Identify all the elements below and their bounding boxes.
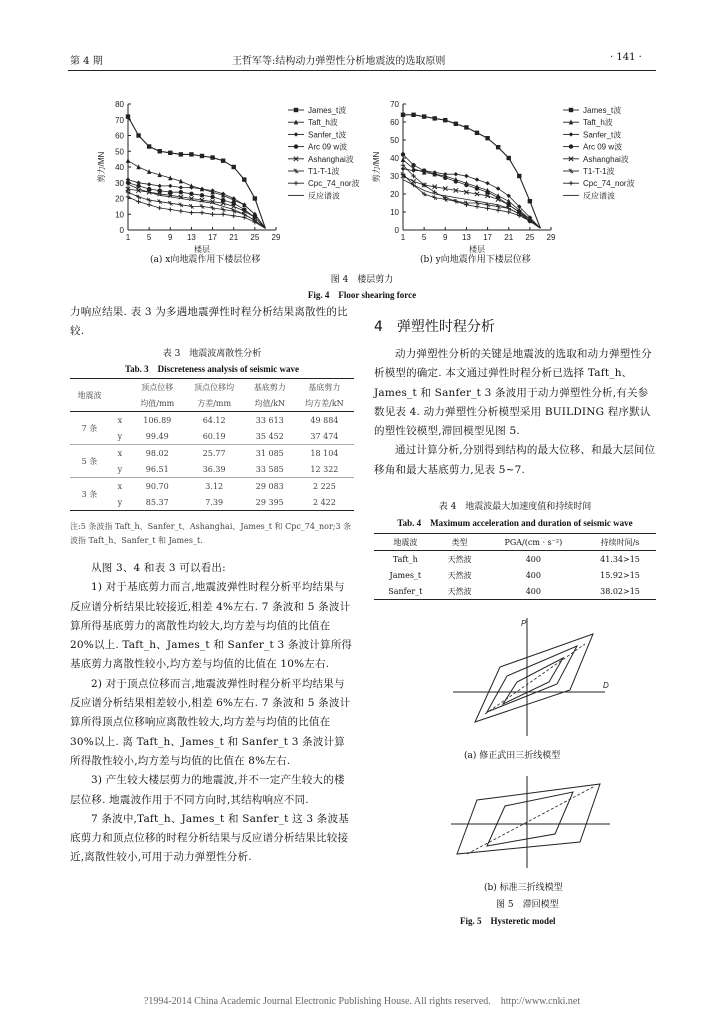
- para: 1) 对于基底剪力而言,地震波弹性时程分析平均结果与反应谱分析结果比较接近,相差 4%左右. 7 条波和 5 条波计算所得基底剪力的离散性均较大,均方差与均值的比值在 20%以上. Taft_h、James_t 和 Sanfer_t 3 条波计算所得基底剪力离散性较小,均方差与均值的比值在 10%左右.: [70, 581, 353, 671]
- data-point: [507, 156, 511, 160]
- x-tick-label: 13: [461, 233, 471, 242]
- data-point: [433, 172, 437, 176]
- data-point: [294, 169, 298, 173]
- x-tick-label: 21: [504, 233, 514, 242]
- legend-entry: Taft_h波: [308, 118, 338, 128]
- dir: y: [117, 464, 123, 474]
- fig4b-caption: (b) y向地震作用下楼层位移: [420, 255, 531, 265]
- data-point: [210, 195, 214, 199]
- cell: 天然波: [447, 570, 472, 580]
- y-tick-label: 0: [119, 226, 124, 235]
- data-point: [401, 152, 405, 156]
- data-point: [232, 165, 236, 169]
- x-tick-label: 9: [443, 233, 448, 242]
- y-tick-label: 40: [390, 154, 399, 163]
- data-point: [569, 144, 573, 148]
- x-tick-label: 29: [546, 233, 556, 242]
- th-disp-mean: 顶点位移: [141, 382, 174, 392]
- data-point: [569, 108, 573, 112]
- cell: 29 395: [255, 497, 284, 507]
- data-point: [411, 113, 415, 117]
- fig5b-diagram: [445, 772, 620, 872]
- cell: 64.12: [202, 415, 226, 425]
- data-point: [200, 204, 204, 208]
- table3: [70, 378, 354, 511]
- th-unit: 均值/kN: [254, 398, 286, 408]
- data-point: [168, 201, 172, 205]
- cell: 3.12: [205, 481, 224, 491]
- data-point: [569, 169, 573, 173]
- data-point: [253, 196, 257, 200]
- data-point: [147, 144, 151, 148]
- legend-entry: Sanfer_t波: [308, 130, 347, 140]
- dir: y: [117, 497, 123, 507]
- data-point: [158, 199, 162, 203]
- cell: 37 474: [310, 431, 339, 441]
- backbone-line: [467, 786, 595, 854]
- issue-number: 第 4 期: [70, 56, 103, 67]
- data-point: [126, 114, 130, 118]
- y-tick-label: 10: [390, 208, 399, 217]
- th: PGA/(cm · s⁻²): [504, 537, 563, 547]
- data-point: [464, 183, 468, 187]
- x-tick-label: 25: [525, 233, 535, 242]
- data-point: [454, 172, 458, 176]
- tab3-caption-en: Tab. 3 Discreteness analysis of seismic wave: [125, 364, 299, 374]
- data-point: [475, 186, 479, 190]
- table-row: [70, 445, 354, 462]
- data-point: [179, 209, 183, 213]
- series-line: [403, 174, 540, 228]
- th: 类型: [451, 537, 468, 547]
- data-point: [126, 158, 130, 163]
- legend-entry: Ashanghai波: [583, 154, 629, 164]
- y-axis-label: 剪力/MN: [97, 151, 106, 183]
- legend-entry: Arc 09 w波: [583, 142, 623, 152]
- y-tick-label: 60: [115, 131, 124, 141]
- y-tick-label: 70: [390, 100, 399, 109]
- para: 2) 对于顶点位移而言,地震波弹性时程分析平均结果与反应谱分析结果相差较小,相差 6%左右. 7 条波和 5 条波计算所得顶点位移响应离散性较大,均方差与均值的比值在 30%以上. 离 Taft_h、James_t 和 Sanfer_t 3 条波计算所得散性较小,均方差与均值的比值在 8%左右.: [70, 677, 351, 767]
- data-point: [136, 195, 140, 199]
- cell: 41.34>15: [600, 554, 640, 564]
- x-axis-label: 楼层: [469, 245, 485, 254]
- data-point: [189, 210, 193, 214]
- x-tick-label: 25: [250, 233, 260, 242]
- data-point: [242, 177, 246, 181]
- section-heading: 4 弹塑性时程分析: [374, 319, 495, 335]
- table-row: [70, 412, 354, 429]
- p-label: P: [521, 619, 527, 628]
- data-point: [158, 206, 162, 210]
- data-point: [136, 164, 140, 169]
- para: 3) 产生较大楼层剪力的地震波,并不一定产生较大的楼层位移. 地震波作用于不同方向时,其结构响应不同.: [70, 774, 345, 806]
- data-point: [433, 195, 437, 199]
- tab3-caption-cn: 表 3 地震波离散性分析: [162, 349, 262, 359]
- series-line: [128, 197, 265, 229]
- cell: 7.39: [205, 497, 224, 507]
- legend-entry: Ashanghai波: [308, 154, 354, 164]
- data-point: [200, 154, 204, 158]
- legend-entry: James_t波: [308, 106, 347, 115]
- y-tick-label: 10: [115, 210, 124, 220]
- data-point: [179, 152, 183, 156]
- x-tick-label: 17: [483, 233, 493, 242]
- x-tick-label: 1: [125, 233, 131, 242]
- y-tick-label: 80: [115, 100, 124, 109]
- data-point: [294, 132, 298, 136]
- th-unit: 均方差/kN: [305, 398, 344, 408]
- table-row: [374, 551, 656, 568]
- cell: 25.77: [202, 448, 226, 458]
- running-title: 王哲军等:结构动力弹塑性分析地震波的选取原则: [232, 56, 446, 67]
- cell: 400: [525, 570, 541, 580]
- data-point: [179, 203, 183, 207]
- x-tick-label: 5: [421, 233, 427, 242]
- table-row: [374, 583, 656, 600]
- data-point: [569, 181, 573, 185]
- data-point: [569, 132, 573, 136]
- loop-inner: [487, 792, 573, 846]
- legend-entry: Cpc_74_nor波: [583, 179, 635, 189]
- chart-a: [90, 94, 380, 266]
- tab4-caption-en: Tab. 4 Maximum acceleration and duration of seismic wave: [397, 518, 633, 528]
- y-tick-label: 0: [394, 226, 399, 235]
- th: 地震波: [393, 537, 418, 547]
- y-axis-label: 剪力/MN: [372, 151, 381, 183]
- cell: 98.02: [145, 448, 169, 458]
- page-number: · 141 ·: [610, 52, 642, 63]
- x-tick-label: 29: [271, 233, 281, 242]
- data-point: [168, 151, 172, 155]
- data-point: [528, 199, 532, 203]
- data-point: [189, 192, 193, 196]
- data-point: [136, 133, 140, 137]
- y-tick-label: 70: [115, 115, 124, 125]
- cell: 99.49: [145, 431, 169, 441]
- data-point: [158, 149, 162, 153]
- y-tick-label: 60: [390, 118, 399, 127]
- table-row: [374, 567, 656, 583]
- data-point: [179, 190, 183, 194]
- th-wave: 地震波: [70, 379, 109, 412]
- data-point: [443, 176, 447, 180]
- cell: 96.51: [145, 464, 169, 474]
- legend-entry: Taft_h波: [583, 118, 613, 128]
- th-shear-mean: 基底剪力: [253, 382, 286, 392]
- y-tick-label: 30: [115, 178, 124, 188]
- data-point: [189, 152, 193, 156]
- cell: 31 085: [255, 448, 284, 458]
- y-tick-label: 50: [390, 136, 399, 145]
- fig4-caption-en: Fig. 4 Floor shearing force: [307, 290, 417, 300]
- cell: 38.02>15: [600, 586, 640, 596]
- th-unit: 均值/mm: [140, 398, 175, 408]
- data-point: [294, 181, 298, 185]
- data-point: [475, 131, 479, 135]
- cell: Taft_h: [392, 554, 418, 564]
- th-disp-std: 顶点位移均: [194, 382, 235, 392]
- fig5a-caption: (a) 修正武田三折线模型: [464, 751, 561, 761]
- data-point: [221, 192, 225, 196]
- para: 动力弹塑性分析的关键是地震波的选取和动力弹塑性分析模型的确定. 本文通过弹性时程分析已选择 Taft_h、James_t 和 Sanfer_t 3 条波用于动力弹塑性分析,有关参数见表 4. 动力弹塑性分析模型采用 BUILDING 程序默认的塑性铰模型,滞回模型见图 5.: [374, 348, 652, 438]
- series-line: [403, 154, 540, 228]
- cell: 36.39: [202, 464, 226, 474]
- table-row: [70, 428, 354, 445]
- data-point: [168, 184, 172, 188]
- data-point: [411, 163, 415, 167]
- data-point: [464, 174, 468, 178]
- data-point: [221, 207, 225, 211]
- table-row: [70, 478, 354, 495]
- cell: 2 225: [312, 481, 336, 491]
- th-shear-std: 基底剪力: [308, 382, 341, 392]
- data-point: [136, 184, 140, 188]
- footer-copyright: ?1994-2014 China Academic Journal Electronic Publishing House. All rights reserved. http://www.cnki.net: [143, 996, 581, 1007]
- data-point: [158, 184, 162, 188]
- data-point: [168, 207, 172, 211]
- data-point: [147, 198, 151, 202]
- fig4a-caption: (a) x向地震作用下楼层位移: [150, 255, 261, 265]
- data-point: [221, 212, 225, 216]
- data-point: [433, 116, 437, 120]
- legend-entry: Cpc_74_nor波: [308, 179, 360, 189]
- cell: 15.92>15: [600, 570, 640, 580]
- cell: Sanfer_t: [388, 586, 423, 596]
- cell: 35 452: [255, 431, 284, 441]
- cell: 90.70: [145, 481, 169, 491]
- para: 7 条波中,Taft_h、James_t 和 Sanfer_t 这 3 条波基底剪力和顶点位移的时程分析结果与反应谱分析结果比较接近,离散性较小,可用于动力弹塑性分析.: [70, 812, 349, 864]
- y-tick-label: 40: [115, 163, 124, 172]
- data-point: [147, 169, 151, 174]
- y-tick-label: 50: [115, 147, 124, 157]
- data-point: [485, 136, 489, 140]
- chart-b: [365, 94, 655, 266]
- data-point: [294, 144, 298, 148]
- dir: x: [117, 481, 123, 491]
- data-point: [475, 177, 479, 181]
- x-tick-label: 17: [208, 233, 218, 242]
- data-point: [422, 168, 426, 172]
- legend-entry: T1-T-1波: [583, 167, 615, 176]
- cell: 60.19: [202, 431, 226, 441]
- tab4-caption-cn: 表 4 地震波最大加速度值和持续时间: [438, 502, 592, 512]
- d-label: D: [603, 681, 609, 690]
- y-tick-label: 20: [390, 190, 399, 199]
- fig5b-caption: (b) 标准三折线模型: [484, 883, 563, 893]
- data-point: [210, 188, 214, 192]
- x-tick-label: 21: [229, 233, 239, 242]
- data-point: [232, 214, 236, 218]
- legend-entry: T1-T-1波: [308, 167, 340, 176]
- data-point: [232, 196, 236, 200]
- table-row: [70, 494, 354, 511]
- data-point: [189, 185, 193, 189]
- data-point: [147, 182, 151, 186]
- y-tick-label: 30: [390, 172, 399, 181]
- para: 通过计算分析,分别得到结构的最大位移、和最大层间位移角和最大基底剪力,见表 5~7.: [374, 444, 656, 476]
- x-axis-label: 楼层: [194, 245, 210, 254]
- legend-entry: James_t波: [583, 106, 622, 115]
- fig4-caption-cn: 图 4 楼层剪力: [330, 275, 394, 285]
- cell: James_t: [389, 570, 422, 580]
- left-body: [70, 559, 354, 868]
- data-point: [210, 206, 214, 210]
- x-tick-label: 13: [186, 233, 196, 242]
- group-label: 7 条: [70, 412, 109, 445]
- data-point: [422, 192, 426, 196]
- table4: [374, 533, 656, 600]
- data-point: [189, 204, 193, 208]
- cell: 天然波: [447, 586, 472, 596]
- cell: 85.37: [145, 497, 169, 507]
- fig5-caption-cn: 图 5 滞回模型: [496, 900, 559, 910]
- data-point: [126, 181, 130, 185]
- group-label: 5 条: [70, 445, 109, 478]
- table-row: [70, 461, 354, 478]
- th-unit: 方差/mm: [197, 398, 232, 408]
- left-intro: 力响应结果. 表 3 为多遇地震弹性时程分析结果离散性的比较.: [70, 306, 348, 338]
- dir: y: [117, 431, 123, 441]
- data-point: [179, 185, 183, 189]
- para: 从图 3、4 和表 3 可以看出:: [91, 562, 226, 574]
- group-label: 3 条: [81, 489, 98, 499]
- cell: 400: [525, 554, 541, 564]
- cell: 18 104: [310, 448, 339, 458]
- legend-entry: 反应谱波: [583, 191, 615, 201]
- cell: 106.89: [143, 415, 172, 425]
- data-point: [485, 181, 489, 185]
- cell: 400: [525, 586, 541, 596]
- cell: 29 083: [255, 481, 284, 491]
- data-point: [517, 174, 521, 178]
- data-point: [454, 179, 458, 183]
- cell: 2 422: [312, 497, 336, 507]
- fig5-caption-en: Fig. 5 Hysteretic model: [460, 916, 556, 926]
- cell: 49 884: [310, 415, 339, 425]
- data-point: [147, 203, 151, 207]
- fig5a-diagram: [445, 612, 620, 740]
- data-point: [210, 155, 214, 159]
- table3-note: 注:5 条波指 Taft_h、Sanfer_t、Ashanghai、James_t 和 Cpc_74_nor;3 条波指 Taft_h、Sanfer_t 和 James_t.: [70, 522, 352, 545]
- dir: x: [117, 415, 123, 425]
- data-point: [200, 210, 204, 214]
- cell: 33 613: [255, 415, 284, 425]
- data-point: [136, 199, 140, 203]
- cell: 33 585: [255, 464, 284, 474]
- data-point: [422, 114, 426, 118]
- data-point: [221, 159, 225, 163]
- cell: 12 322: [310, 464, 339, 474]
- right-body: [374, 345, 656, 480]
- x-tick-label: 1: [400, 233, 406, 242]
- data-point: [294, 108, 298, 112]
- data-point: [443, 118, 447, 122]
- legend-entry: 反应谱波: [308, 191, 340, 201]
- cell: 天然波: [447, 554, 472, 564]
- data-point: [210, 212, 214, 216]
- header-rule: [68, 70, 656, 71]
- x-tick-label: 5: [146, 233, 152, 242]
- legend-entry: Arc 09 w波: [308, 142, 348, 152]
- dir: x: [117, 448, 123, 458]
- data-point: [200, 193, 204, 197]
- data-point: [464, 125, 468, 129]
- data-point: [401, 172, 405, 176]
- data-point: [496, 145, 500, 149]
- legend-entry: Sanfer_t波: [583, 130, 622, 140]
- th: 持续时间/s: [600, 537, 640, 547]
- data-point: [454, 122, 458, 126]
- y-tick-label: 20: [115, 194, 124, 204]
- data-point: [401, 113, 405, 117]
- x-tick-label: 9: [168, 233, 173, 242]
